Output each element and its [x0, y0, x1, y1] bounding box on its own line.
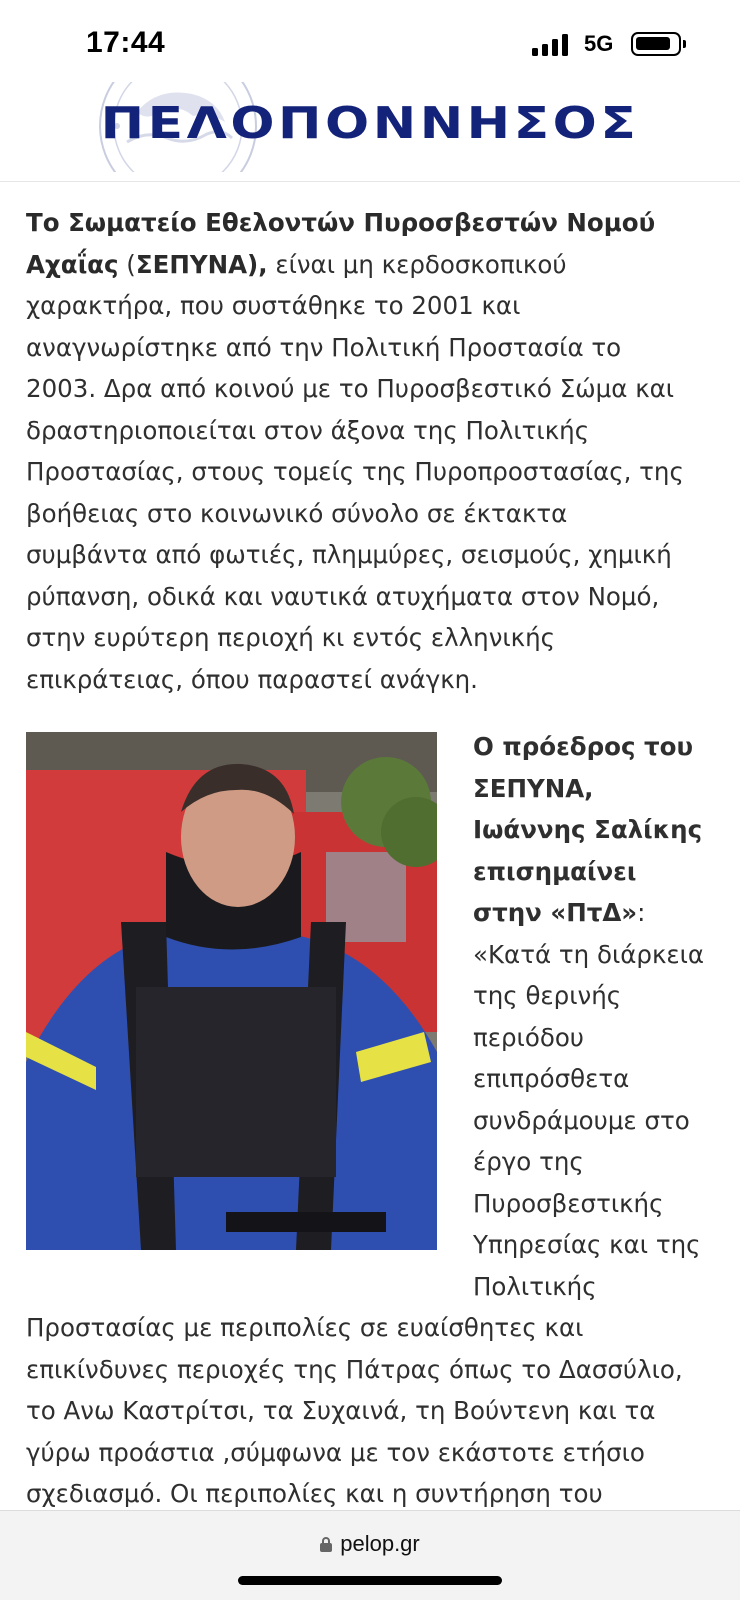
status-bar — [0, 0, 740, 82]
president-intro-line — [473, 892, 723, 934]
paragraph-line: επικράτειας, όπου παραστεί ανάγκη. — [26, 664, 478, 694]
battery-tip — [683, 40, 686, 48]
paragraph-line: στην ευρύτερη περιοχή κι εντός ελληνικής — [26, 623, 556, 652]
quote-line: της θερινής — [473, 981, 622, 1010]
continuation-line: σχεδιασμό. Οι περιπολίες και η συντήρηση του — [26, 1479, 603, 1508]
lead-rest: είναι μη κερδοσκοπικού — [267, 249, 567, 279]
paragraph-line: ρύπανση, οδικά και ναυτικά ατυχήματα στον Νομό, — [26, 581, 660, 611]
quote-line: συνδράμουμε στο — [473, 1105, 690, 1135]
president-intro-line — [473, 726, 723, 768]
paragraph-line: 2003. Δρα από κοινού με το Πυροσβεστικό Σώμα και — [26, 374, 675, 403]
article-lead — [26, 202, 716, 285]
president-intro-line — [473, 809, 723, 851]
article-continuation — [26, 1307, 726, 1515]
president-intro-line — [473, 851, 723, 893]
signal-icon — [532, 32, 572, 56]
president-intro-text: ΣΕΠΥΝΑ, — [473, 773, 594, 803]
lock-icon — [320, 1532, 332, 1546]
quote-line: Υπηρεσίας και της — [473, 1230, 701, 1259]
president-intro-text: στην «ΠτΔ» — [473, 898, 638, 927]
president-photo[interactable] — [26, 732, 437, 1250]
president-intro-text: Ο πρόεδρος του — [473, 732, 694, 761]
president-intro-text: Ιωάννης Σαλίκης — [473, 815, 703, 844]
quote-line: «Κατά τη διάρκεια — [473, 939, 705, 969]
battery-icon — [631, 32, 681, 56]
president-intro-colon: : — [637, 898, 646, 927]
browser-address-bar[interactable] — [0, 1510, 740, 1600]
president-intro — [473, 726, 723, 934]
lead-acronym: ΣΕΠΥΝΑ), — [135, 249, 268, 279]
quote-line: επιπρόσθετα — [473, 1064, 630, 1093]
paragraph-line: δραστηριοποιείται στον άξονα της Πολιτικής — [26, 415, 590, 445]
continuation-line: Προστασίας με περιπολίες σε ευαίσθητες και — [26, 1313, 584, 1342]
site-logo[interactable]: ΠΕΛΟΠΟΝΝΗΣΟΣ — [100, 98, 640, 149]
president-quote — [473, 934, 723, 1308]
paragraph-1 — [26, 285, 716, 700]
quote-line: περιόδου — [473, 1022, 584, 1052]
battery-fill — [636, 37, 670, 50]
home-indicator[interactable] — [238, 1576, 502, 1585]
url-display[interactable] — [0, 1531, 740, 1557]
url-text[interactable]: pelop.gr — [340, 1531, 420, 1556]
site-header — [0, 82, 740, 182]
president-quote-column — [473, 726, 723, 1307]
paragraph-line: αναγνωρίστηκε από την Πολιτική Προστασία το — [26, 332, 622, 362]
network-label: 5G — [584, 31, 614, 56]
continuation-line: το Ανω Καστρίτσι, τα Συχαινά, τη Βούντενη και τα — [26, 1396, 656, 1425]
quote-line: Πυροσβεστικής — [473, 1188, 664, 1218]
continuation-line: γύρω προάστια ,σύμφωνα με τον εκάστοτε ετήσιο — [26, 1437, 645, 1467]
article-body — [26, 202, 716, 700]
president-intro-text: επισημαίνει — [473, 856, 637, 886]
lead-paren: ( — [118, 249, 136, 279]
paragraph-line: συμβάντα από φωτιές, πλημμύρες, σεισμούς, χημική — [26, 540, 672, 569]
lead-bold-text: Το Σωματείο Εθελοντών Πυροσβεστών Νομού Αχαΐας — [26, 208, 656, 279]
paragraph-line: βοήθειας στο κοινωνικό σύνολο σε έκτακτα — [26, 498, 568, 528]
president-intro-line — [473, 768, 723, 810]
paragraph-line: Προστασίας, στους τομείς της Πυροπροστασίας, της — [26, 457, 684, 486]
paragraph-line: χαρακτήρα, που συστάθηκε το 2001 και — [26, 291, 521, 320]
quote-line: Πολιτικής — [473, 1271, 597, 1301]
continuation-line: επικίνδυνες περιοχές της Πάτρας όπως το Δασσύλιο, — [26, 1354, 683, 1384]
quote-line: έργο της — [473, 1147, 584, 1176]
status-time: 17:44 — [86, 26, 166, 59]
